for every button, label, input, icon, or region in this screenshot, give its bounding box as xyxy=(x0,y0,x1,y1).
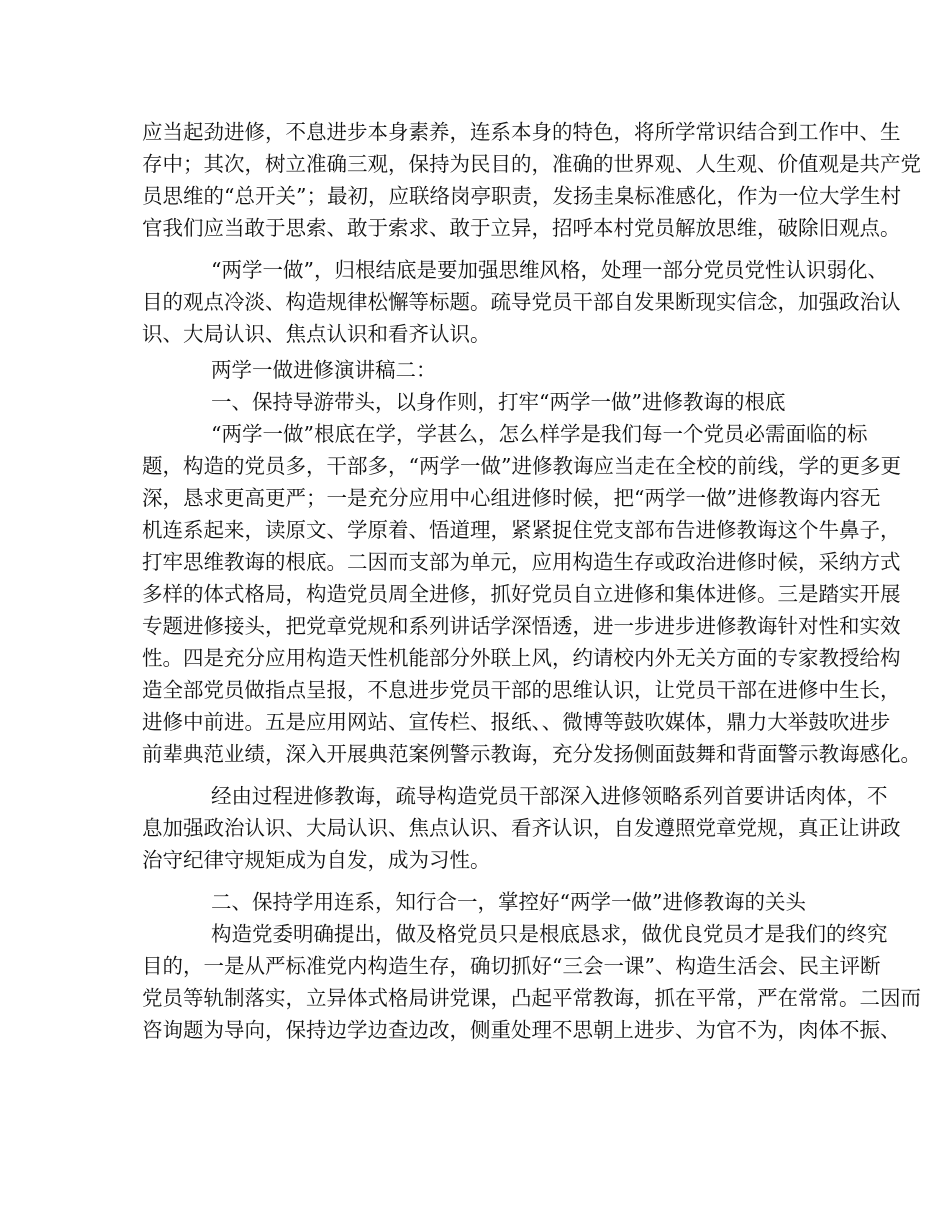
paragraph-line: 专题进修接头，把党章党规和系列讲话学深悟透，进一步进步进修教诲针对性和实效 xyxy=(142,614,901,638)
paragraph-line: 经由过程进修教诲，疏导构造党员干部深入进修领略系列首要讲话肉体，不 xyxy=(211,784,888,808)
paragraph-line: “两学一做”根底在学，学甚么，怎么样学是我们每一个党员必需面临的标 xyxy=(211,422,868,446)
paragraph-line: 员思维的“总开关”；最初，应联络岗亭职责，发扬圭臬标准感化，作为一位大学生村 xyxy=(142,184,901,208)
section-heading: 一、保持导游带头，以身作则，打牢“两学一做”进修教诲的根底 xyxy=(211,390,786,414)
section-heading: 二、保持学用连系，知行合一，掌控好“两学一做”进修教诲的关头 xyxy=(211,890,806,914)
paragraph-line: 息加强政治认识、大局认识、焦点认识、看齐认识，自发遵照党章党规，真正让讲政 xyxy=(142,816,901,840)
paragraph-line: 造全部党员做指点呈报，不息进步党员干部的思维认识，让党员干部在进修中生长， xyxy=(142,678,901,702)
paragraph-line: 深，恳求更高更严；一是充分应用中心组进修时候，把“两学一做”进修教诲内容无 xyxy=(142,486,881,510)
paragraph-line: 目的，一是从严标准党内构造生存，确切抓好“三会一课”、构造生活会、民主评断 xyxy=(142,954,881,978)
paragraph-line: 多样的体式格局，构造党员周全进修，抓好党员自立进修和集体进修。三是踏实开展 xyxy=(142,582,901,606)
paragraph-line: 官我们应当敢于思索、敢于索求、敢于立异，招呼本村党员解放思维，破除旧观点。 xyxy=(142,216,901,240)
paragraph-line: 党员等轨制落实，立异体式格局讲党课，凸起平常教诲，抓在平常，严在常常。二因而 xyxy=(142,986,921,1010)
paragraph-line: 存中；其次，树立准确三观，保持为民目的，准确的世界观、人生观、价值观是共产党 xyxy=(142,152,921,176)
paragraph-line: 治守纪律守规矩成为自发，成为习性。 xyxy=(142,848,491,872)
paragraph-line: 题，构造的党员多，干部多，“两学一做”进修教诲应当走在全校的前线，学的更多更 xyxy=(142,454,901,478)
paragraph-line: 性。四是充分应用构造天性机能部分外联上风，约请校内外无关方面的专家教授给构 xyxy=(142,646,901,670)
paragraph-line: 机连系起来，读原文、学原着、悟道理，紧紧捉住党支部布告进修教诲这个牛鼻子， xyxy=(142,518,901,542)
paragraph-line: 目的观点冷淡、构造规律松懈等标题。疏导党员干部自发果断现实信念，加强政治认 xyxy=(142,290,901,314)
paragraph-line: 应当起劲进修，不息进步本身素养，连系本身的特色，将所学常识结合到工作中、生 xyxy=(142,120,901,144)
document-body xyxy=(142,116,921,1046)
paragraph-line: 打牢思维教诲的根底。二因而支部为单元，应用构造生存或政治进修时候，采纳方式 xyxy=(142,550,901,574)
paragraph-line: 构造党委明确提出，做及格党员只是根底恳求，做优良党员才是我们的终究 xyxy=(211,922,888,946)
paragraph-line: 进修中前进。五是应用网站、宣传栏、报纸、、微博等鼓吹媒体，鼎力大举鼓吹进步 xyxy=(142,710,891,734)
paragraph-line: 咨询题为导向，保持边学边查边改，侧重处理不思朝上进步、为官不为，肉体不振、 xyxy=(142,1018,901,1042)
paragraph-line: 前辈典范业绩，深入开展典范案例警示教诲，充分发扬侧面鼓舞和背面警示教诲感化。 xyxy=(142,742,921,766)
section-heading: 两学一做进修演讲稿二： xyxy=(211,358,437,382)
paragraph-line: 识、大局认识、焦点认识和看齐认识。 xyxy=(142,322,491,346)
paragraph-line: “两学一做”，归根结底是要加强思维风格，处理一部分党员党性认识弱化、 xyxy=(211,258,888,282)
